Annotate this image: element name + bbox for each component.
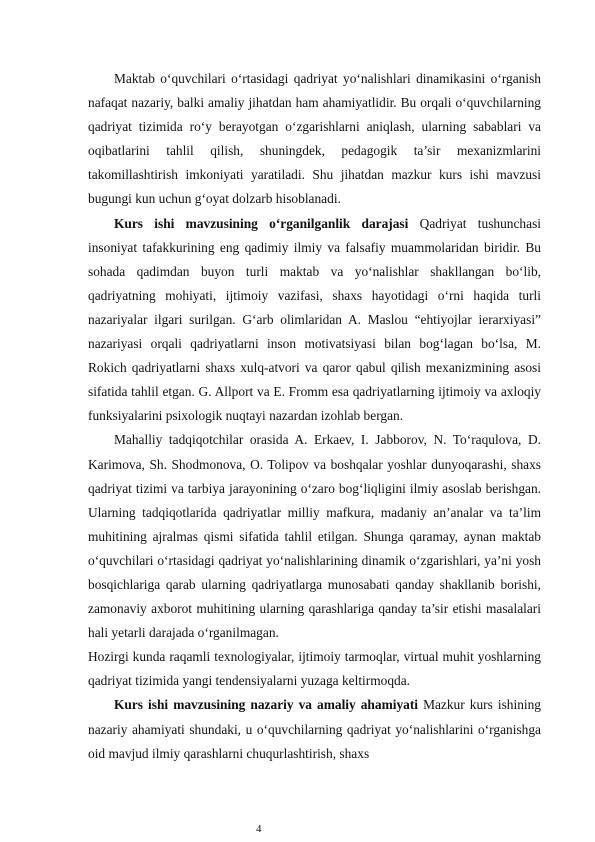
paragraph-text: Mahalliy tadqiqotchilar orasida A. Erkaev, I. Jabborov, N. To‘raqulova, D. Karimova, Sh. Shodmonova, O. Tolipov va boshqalar yoshlar dunyoqarashi, shaxs qadriyat tizimi va tarbiya jarayonining o‘zaro bog‘liqligini ilmiy asoslab berishgan. Ularning tadqiqotlarida qadriyatlar milliy mafkura, madaniy an’analar va ta’lim muhitining ajralmas qismi sifatida tahlil etilgan. Shunga qaramay, aynan maktab o‘quvchilari o‘rtasidagi qadriyat yo‘nalishlarining dinamik o‘zgarishlari, ya’ni yosh bosqichlariga qarab ularning qadriyatlarga munosabati qanday shakllanib borishi, zamonaviy axborot muhitining ularning qarashlariga qanday ta’sir etishi masalalari hali yetarli darajada o‘rganilmagan. — [88, 432, 541, 641]
paragraph-text: Maktab o‘quvchilari o‘rtasidagi qadriyat yo‘nalishlari dinamikasini o‘rganish nafaqat nazariy, balki amaliy jihatdan ham ahamiyatlidir. Bu orqali o‘quvchilarning qadriyat tizimida ro‘y berayotgan o‘zgarishlarni aniqlash, ularning sabablari va oqibatlarini tahlil qilish, shuningdek, pedagogik ta’sir mexanizmlarini takomillashtirish imkoniyati yaratiladi. Shu jihatdan mazkur kurs ishi mavzusi bugungi kun uchun g‘oyat dolzarb hisoblanadi. — [88, 71, 541, 207]
paragraph-digital-tech — [88, 645, 541, 693]
paragraph-local-researchers — [88, 428, 541, 645]
paragraph-text: Mazkur kurs ishining nazariy ahamiyati shundaki, u o‘quvchilarning qadriyat yo‘nalishlarini o‘rganishga oid mavjud ilmiy qarashlarni chuqurlashtirish, shaxs — [88, 697, 542, 761]
paragraph-significance — [88, 693, 541, 765]
paragraph-text: Qadriyat tushunchasi insoniyat tafakkurining eng qadimiy ilmiy va falsafiy muammolaridan biridir. Bu sohada qadimdan buyon turli maktab va yo‘nalishlar shakllangan bo‘lib, qadriyatning mohiyati, ijtimoiy vazifasi, shaxs hayotidagi o‘rni haqida turli nazariyalar ilgari surilgan. G‘arb olimlaridan A. Maslou “ehtiyojlar ierarxiyasi” nazariyasi orqali qadriyatlarni inson motivatsiyasi bilan bog‘lagan bo‘lsa, M. Rokich qadriyatlarni shaxs xulq-atvori va qaror qabul qilish mexanizmining asosi sifatida tahlil etgan. G. Allport va E. Fromm esa qadriyatlarning ijtimoiy va axloqiy funksiyalarini psixologik nuqtayi nazardan izohlab bergan. — [88, 215, 541, 424]
paragraph-text: Hozirgi kunda raqamli texnologiyalar, ijtimoiy tarmoqlar, virtual muhit yoshlarning qadriyat tizimida yangi tendensiyalarni yuzaga keltirmoqda. — [88, 649, 541, 689]
paragraph-intro-relevance — [88, 67, 541, 212]
section-heading-significance: Kurs ishi mavzusining nazariy va amaliy ahamiyati — [114, 697, 419, 713]
section-heading-study-degree: Kurs ishi mavzusining o‘rganilganlik darajasi — [114, 215, 409, 231]
page-number: 4 — [256, 823, 262, 835]
body-text — [88, 67, 541, 766]
paragraph-study-degree — [88, 212, 541, 429]
